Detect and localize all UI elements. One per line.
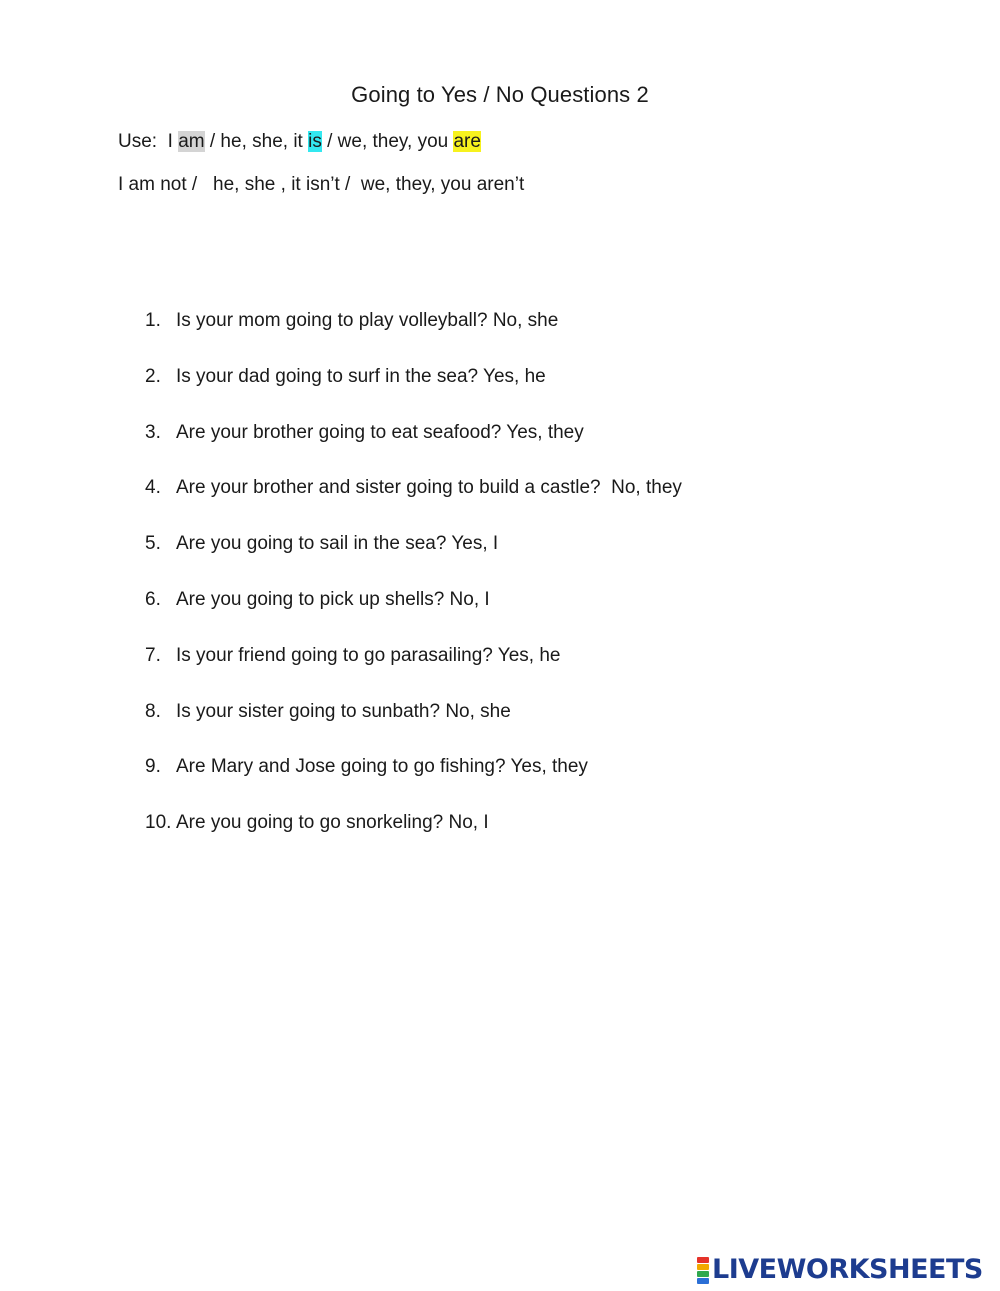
logo-block-e bbox=[697, 1278, 709, 1284]
logo-block-l bbox=[697, 1257, 709, 1263]
question-text: Is your friend going to go parasailing? Yes, he bbox=[176, 644, 561, 666]
highlight-am: am bbox=[178, 131, 205, 152]
logo-block-v bbox=[697, 1271, 709, 1277]
question-number: 3. bbox=[145, 421, 161, 443]
question-number: 5. bbox=[145, 533, 161, 555]
brand-name: LIVEWORKSHEETS bbox=[712, 1254, 983, 1285]
question-text: Is your sister going to sunbath? No, she bbox=[176, 700, 511, 722]
question-text: Are your brother and sister going to build a castle? No, they bbox=[176, 477, 682, 499]
question-item bbox=[145, 477, 925, 533]
highlight-are: are bbox=[453, 131, 481, 152]
highlight-is: is bbox=[308, 131, 322, 152]
question-item bbox=[145, 812, 925, 868]
question-text: Are Mary and Jose going to go fishing? Yes, they bbox=[176, 756, 588, 778]
question-text: Are you going to pick up shells? No, I bbox=[176, 588, 490, 610]
question-text: Are your brother going to eat seafood? Yes, they bbox=[176, 421, 584, 443]
question-number: 1. bbox=[145, 310, 161, 331]
question-item bbox=[145, 422, 925, 478]
question-item bbox=[145, 589, 925, 645]
question-list bbox=[145, 310, 925, 868]
question-item bbox=[145, 756, 925, 812]
liveworksheets-logo-icon bbox=[697, 1257, 709, 1284]
negative-forms-line: I am not / he, she , it isn’t / we, they, you aren’t bbox=[118, 174, 525, 195]
question-text: Are you going to go snorkeling? No, I bbox=[176, 812, 489, 834]
question-item bbox=[145, 533, 925, 589]
use-prefix: Use: I bbox=[118, 131, 179, 152]
page-title: Going to Yes / No Questions 2 bbox=[351, 82, 649, 107]
question-item bbox=[145, 366, 925, 422]
question-item bbox=[145, 701, 925, 757]
use-mid-1: / he, she, it bbox=[204, 131, 309, 152]
question-number: 7. bbox=[145, 644, 161, 666]
liveworksheets-brand bbox=[697, 1256, 983, 1284]
question-number: 2. bbox=[145, 365, 161, 387]
question-number: 9. bbox=[145, 756, 161, 778]
question-item bbox=[145, 310, 925, 366]
logo-block-i bbox=[697, 1264, 709, 1270]
question-number: 6. bbox=[145, 588, 161, 610]
question-number: 4. bbox=[145, 477, 161, 499]
question-text: Are you going to sail in the sea? Yes, I bbox=[176, 533, 499, 555]
question-item bbox=[145, 645, 925, 701]
question-number: 8. bbox=[145, 700, 161, 722]
use-mid-2: / we, they, you bbox=[321, 131, 454, 152]
question-text: Is your dad going to surf in the sea? Yes, he bbox=[176, 365, 546, 387]
question-number: 10. bbox=[145, 812, 172, 834]
use-line bbox=[118, 131, 481, 153]
question-text: Is your mom going to play volleyball? No, she bbox=[176, 310, 559, 331]
